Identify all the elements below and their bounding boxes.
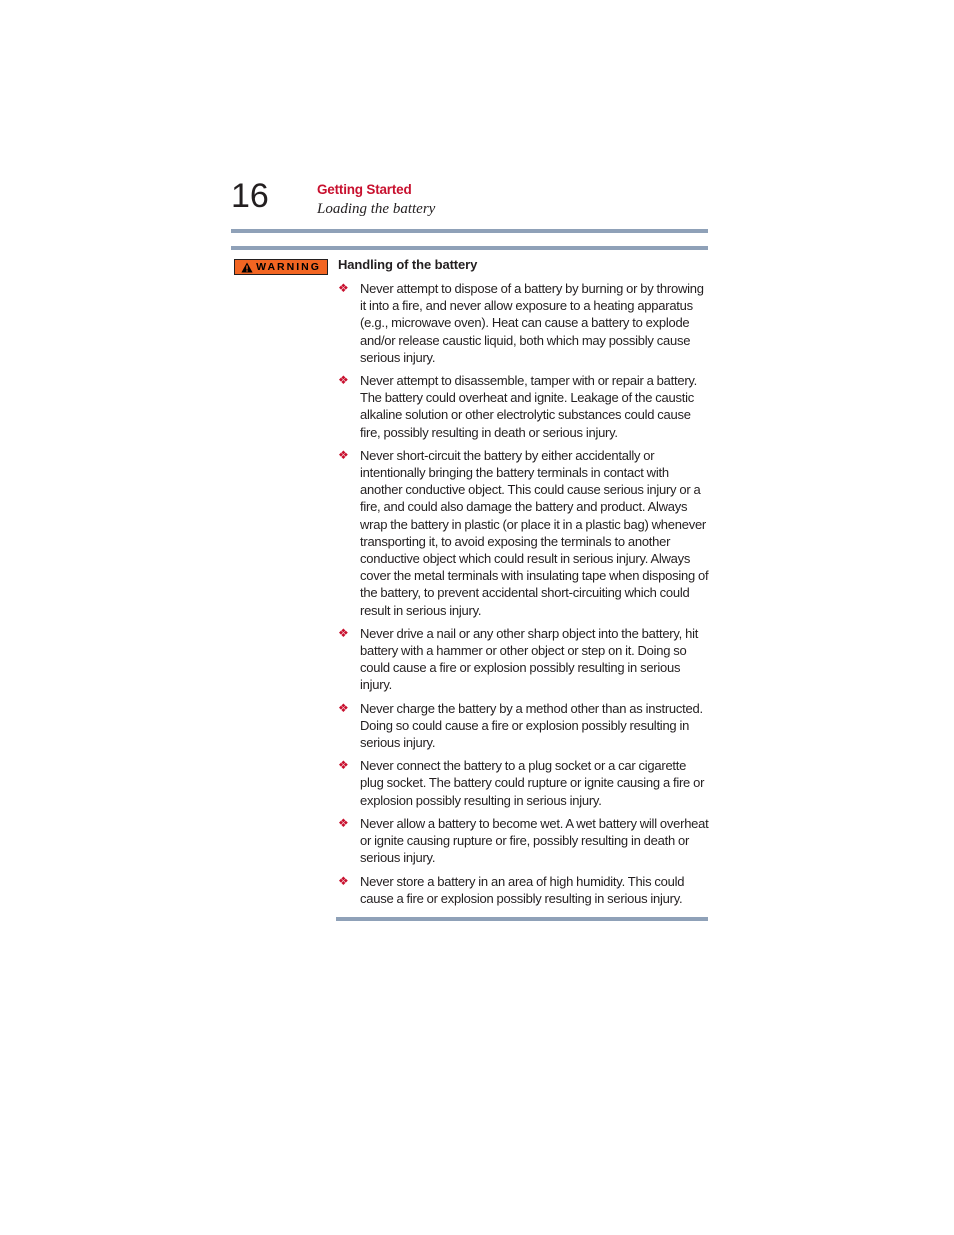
- header-rule: [231, 229, 708, 233]
- warning-bullet-text: Never allow a battery to become wet. A wet battery will overheat or ignite causing rupture or fire, possibly resulting in death or serious injury.: [360, 815, 709, 866]
- diamond-bullet-icon: ❖: [338, 373, 349, 388]
- warning-bullet-text: Never charge the battery by a method other than as instructed. Doing so could cause a fire or explosion possibly resulting in serious injury.: [360, 700, 703, 751]
- warning-bullet-item: [338, 372, 710, 441]
- warning-bullet-text: Never attempt to disassemble, tamper with or repair a battery. The battery could overheat and ignite. Leakage of the caustic alkaline solution or other electrolytic substances could cause fire, possibly resulting in death or serious injury.: [360, 373, 698, 440]
- warning-label: WARNING: [256, 261, 321, 273]
- warning-bullet-item: [338, 447, 710, 619]
- page-number: 16: [231, 177, 269, 215]
- warning-bullet-text: Never drive a nail or any other sharp object into the battery, hit battery with a hammer or other object or step on it. Doing so could cause a fire or explosion possibly resulting in serious injury.: [360, 625, 699, 693]
- warning-bullet-text: Never store a battery in an area of high humidity. This could cause a fire or explosion possibly resulting in serious injury.: [360, 873, 685, 906]
- warning-top-rule: [231, 246, 708, 250]
- warning-heading: Handling of the battery: [338, 257, 478, 272]
- section-title: Loading the battery: [317, 201, 436, 217]
- warning-bullet-item: [338, 625, 710, 694]
- warning-triangle-icon: [241, 262, 253, 273]
- warning-bullet-item: [338, 757, 710, 809]
- warning-bullet-item: [338, 815, 710, 867]
- diamond-bullet-icon: ❖: [338, 873, 349, 888]
- diamond-bullet-icon: ❖: [338, 625, 349, 640]
- warning-bullet-text: Never short-circuit the battery by either accidentally or intentionally bringing the battery terminals in contact with another conductive object. This could cause serious injury or a fire, and could also damage the battery and product. Always wrap the battery in plastic (or place it in a plastic bag) whenever transporting it, to avoid exposing the terminals to another conductive object which could result in serious injury. Always cover the metal terminals with insulating tape when disposing of the battery, to prevent accidental short-circuiting which could result in serious injury.: [360, 447, 709, 618]
- chapter-title: Getting Started: [317, 182, 412, 197]
- warning-bullet-item: [338, 280, 710, 366]
- warning-bottom-rule: [336, 917, 708, 921]
- warning-bullet-item: [338, 700, 710, 752]
- diamond-bullet-icon: ❖: [338, 700, 349, 715]
- warning-bullet-text: Never attempt to dispose of a battery by burning or by throwing it into a fire, and never allow exposure to a heating apparatus (e.g., microwave oven). Heat can cause a battery to explode and/or release caustic liquid, both which may possibly cause serious injury.: [360, 281, 704, 365]
- warning-bullet-list: [338, 280, 710, 913]
- diamond-bullet-icon: ❖: [338, 447, 349, 462]
- warning-badge: [234, 259, 328, 275]
- warning-bullet-text: Never connect the battery to a plug socket or a car cigarette plug socket. The battery could rupture or ignite causing a fire or explosion possibly resulting in serious injury.: [360, 758, 705, 808]
- diamond-bullet-icon: ❖: [338, 281, 349, 295]
- warning-bullet-item: [338, 873, 710, 907]
- diamond-bullet-icon: ❖: [338, 815, 349, 830]
- diamond-bullet-icon: ❖: [338, 758, 349, 773]
